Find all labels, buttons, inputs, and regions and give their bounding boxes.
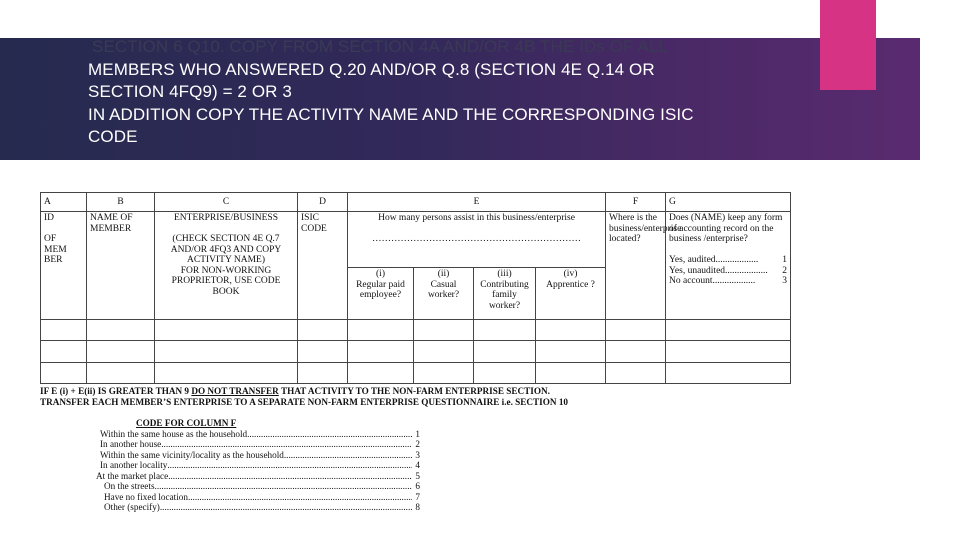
- table-row: [41, 320, 791, 341]
- code-list-title: CODE FOR COLUMN F: [136, 418, 237, 428]
- col-letter: F: [606, 193, 666, 212]
- list-item: On the streets ..... 6: [100, 481, 420, 492]
- list-item: In another house ..... 2: [100, 439, 420, 450]
- col-letter: D: [298, 193, 348, 212]
- slide-title: [88, 36, 808, 149]
- col-d-line: ISIC: [301, 213, 319, 223]
- col-e-dots: …………………………………………………………: [372, 234, 581, 244]
- col-c-header: [155, 212, 298, 320]
- note-line-2: TRANSFER EACH MEMBER’S ENTERPRISE TO A SEPARATE NON-FARM ENTERPRISE QUESTIONNAIRE i.e. SECTION 10: [40, 397, 569, 407]
- col-c-line: AND/OR 4FQ3 AND COPY: [170, 244, 282, 255]
- table-row: [41, 341, 791, 362]
- col-g-option: No account .................. 3: [669, 276, 787, 286]
- col-d-line: CODE: [301, 223, 327, 234]
- col-letter: G: [666, 193, 791, 212]
- note-line-1: IF E (i) + E(ii) IS GREATER THAN 9 DO NOT TRANSFER THAT ACTIVITY TO THE NON-FARM ENTERPRISE SECTION.: [40, 386, 550, 396]
- list-item: At the market place ..... 5: [100, 471, 420, 482]
- col-e-sub: (ii) Casual worker?: [414, 268, 474, 320]
- col-c-line: ACTIVITY NAME): [186, 255, 265, 265]
- accent-bar: [820, 0, 876, 90]
- col-g-header: [666, 212, 791, 320]
- title-line: MEMBERS WHO ANSWERED Q.20 AND/OR Q.8 (SECTION 4E Q.14 OR: [88, 59, 655, 79]
- col-c-line: (CHECK SECTION 4E Q.7: [172, 234, 280, 244]
- col-c-line: PROPRIETOR, USE CODE: [171, 276, 281, 286]
- title-line: SECTION 6 Q10. COPY FROM SECTION 4A AND/OR 4B THE IDs OF ALL: [92, 37, 668, 56]
- title-line: IN ADDITION COPY THE ACTIVITY NAME AND THE CORRESPONDING ISIC: [88, 104, 694, 124]
- col-letter: E: [348, 193, 606, 212]
- col-e-sub: (iii) Contributing family worker?: [474, 268, 536, 320]
- col-f-header: Where is the business/enterprise located?: [606, 212, 666, 320]
- form-table: [40, 192, 791, 384]
- col-a-line: OF: [44, 234, 57, 244]
- list-item: Have no fixed location ..... 7: [100, 492, 420, 503]
- list-item: In another locality ..... 4: [100, 460, 420, 471]
- col-g-option: Yes, audited .................. 1: [669, 255, 787, 265]
- list-item: Other (specify) ..... 8: [100, 502, 420, 513]
- col-g-question: Does (NAME) keep any form of accounting record on the business /enterprise?: [669, 213, 783, 244]
- col-b-line: NAME OF: [90, 213, 133, 223]
- col-letter: C: [155, 193, 298, 212]
- col-c-title: ENTERPRISE/BUSINESS: [174, 213, 278, 223]
- col-d-header: [298, 212, 348, 320]
- col-a-line: BER: [44, 255, 63, 265]
- table-row: [41, 362, 791, 383]
- col-c-line: BOOK: [212, 286, 240, 297]
- list-item: Within the same house as the household ..... 1: [100, 429, 420, 440]
- col-letter: A: [41, 193, 87, 212]
- col-e-sub: (iv) Apprentice ?: [536, 268, 606, 320]
- transfer-notes: [40, 386, 640, 408]
- col-e-question: How many persons assist in this business/enterprise: [378, 213, 575, 223]
- col-a-line: ID: [44, 213, 55, 223]
- col-e-header: [348, 212, 606, 268]
- col-a-header: [41, 212, 87, 320]
- col-g-option: Yes, unaudited .................. 2: [669, 265, 787, 276]
- title-line: SECTION 4FQ9) = 2 OR 3: [88, 82, 292, 101]
- list-item: Within the same vicinity/locality as the household ..... 3: [100, 450, 420, 461]
- questionnaire-form-image: [40, 192, 790, 384]
- col-b-header: [87, 212, 155, 320]
- col-c-line: FOR NON-WORKING: [180, 265, 272, 276]
- col-a-line: MEM: [44, 244, 67, 255]
- col-letter: B: [87, 193, 155, 212]
- col-e-sub: (i) Regular paid employee?: [348, 268, 414, 320]
- col-b-line: MEMBER: [90, 223, 132, 234]
- title-line: CODE: [88, 127, 138, 146]
- code-list-column-f: [96, 418, 420, 513]
